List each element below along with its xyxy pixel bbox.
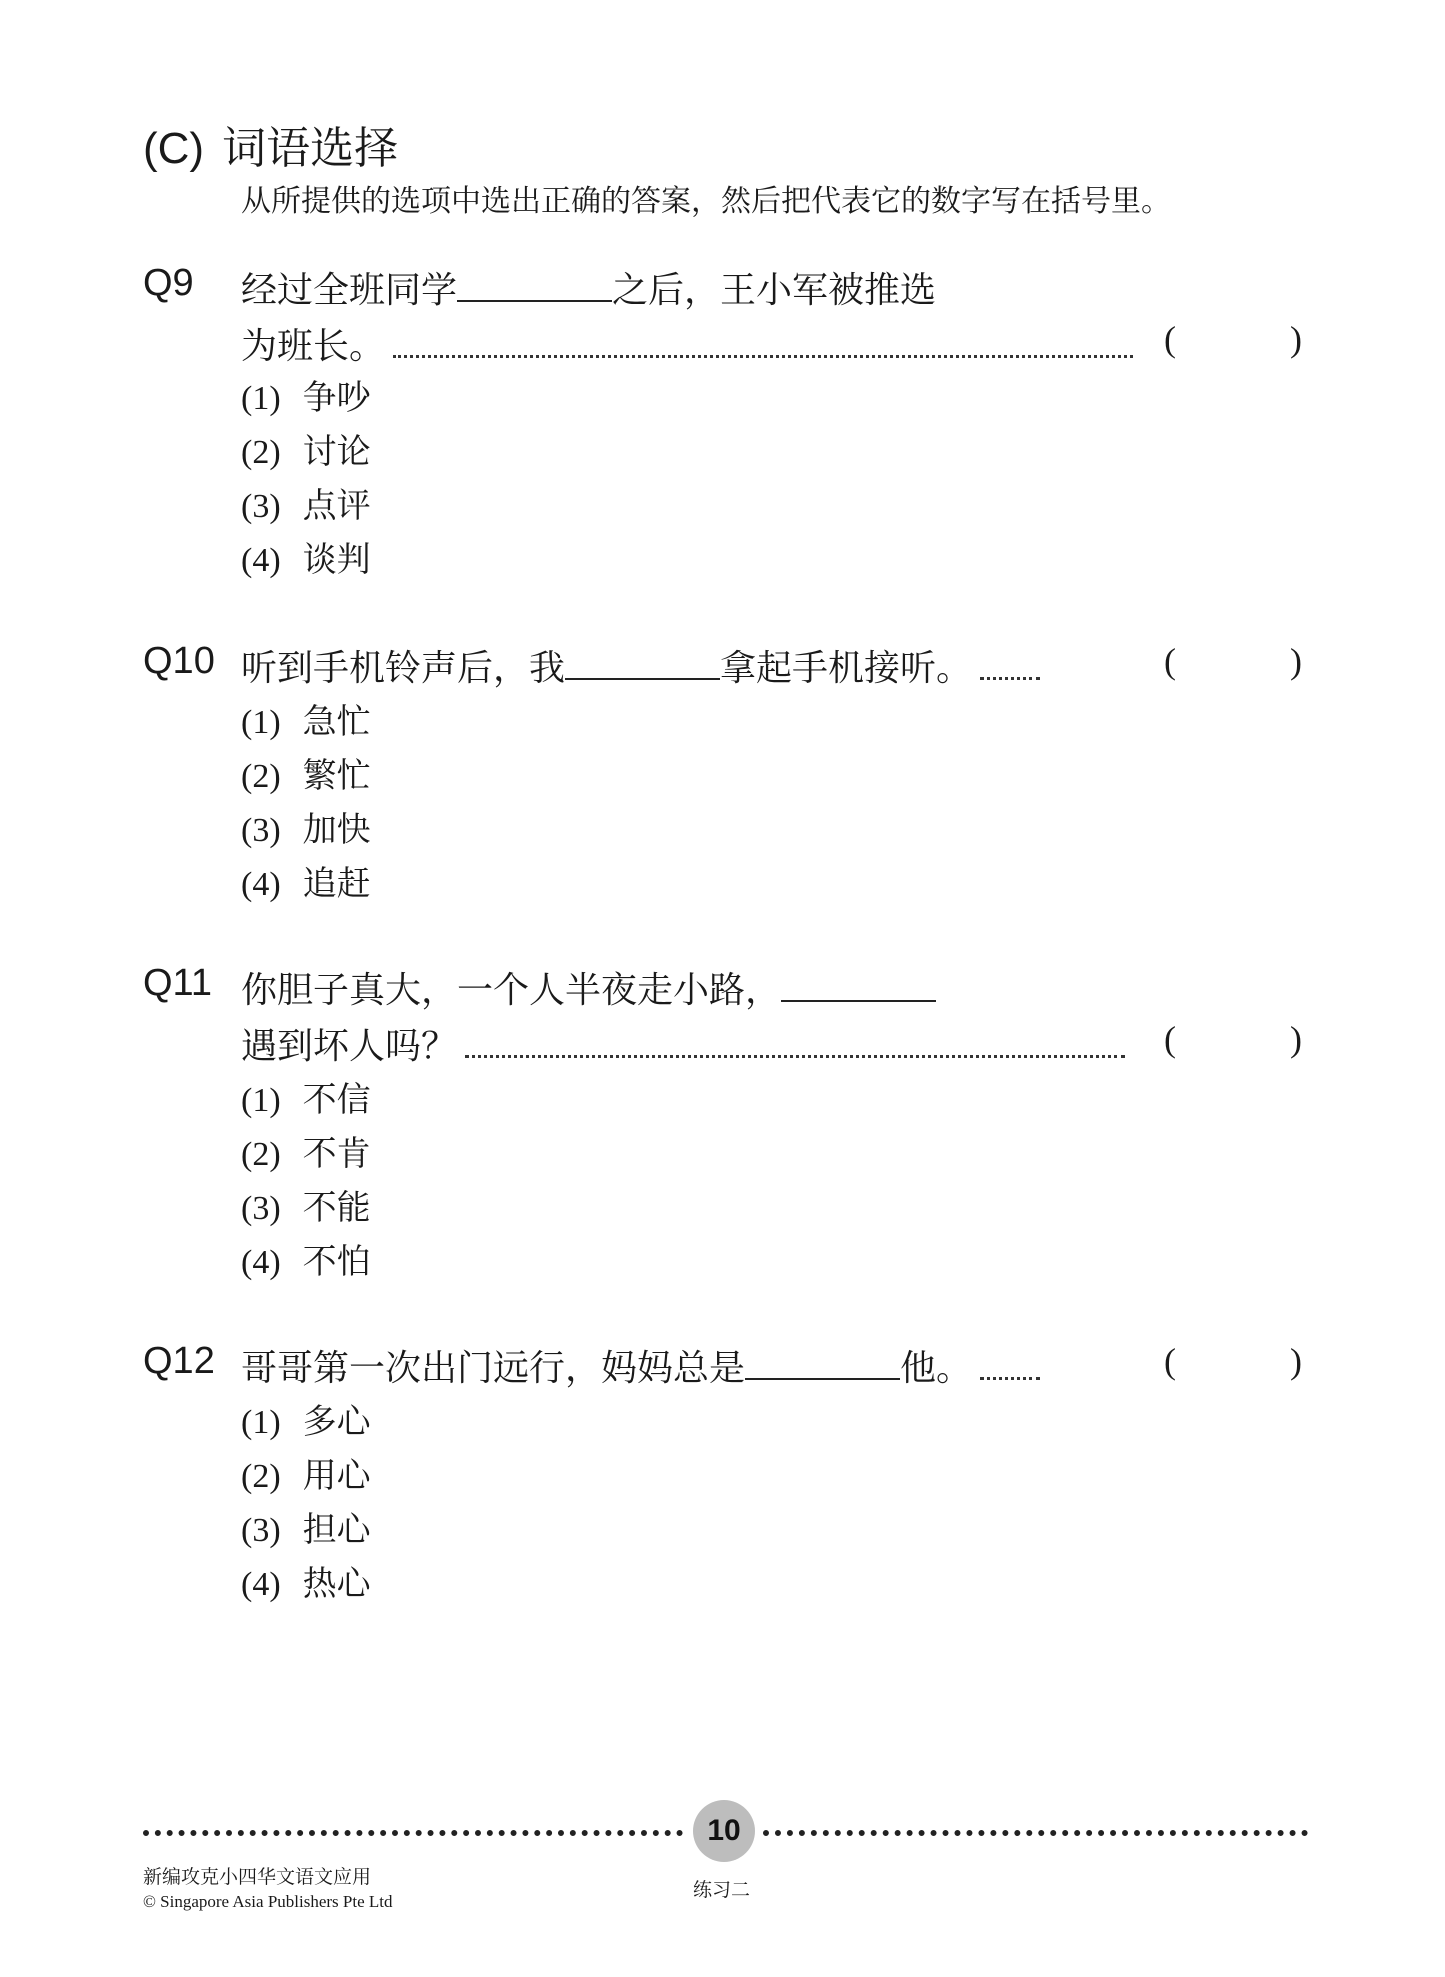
option-number: (2)	[241, 434, 281, 471]
option-number: (3)	[241, 1512, 281, 1549]
question-text-line2	[241, 1018, 1133, 1069]
question-text	[241, 262, 936, 313]
option-text: 争吵	[302, 378, 371, 418]
option	[241, 1448, 371, 1497]
option-number: (1)	[241, 1404, 281, 1441]
question-text-line2	[241, 318, 1141, 369]
text: 遇到坏人吗？	[241, 1026, 458, 1067]
copyright: © Singapore Asia Publishers Pte Ltd	[143, 1892, 393, 1911]
option-number: (3)	[241, 488, 281, 525]
leader-dots	[465, 1047, 1125, 1058]
option-number: (4)	[241, 542, 281, 579]
option	[241, 1234, 371, 1283]
footer-rule-left	[143, 1830, 683, 1836]
question-number: Q9	[143, 262, 194, 304]
question-number: Q10	[143, 640, 215, 682]
answer-paren-close: )	[1290, 641, 1302, 681]
option	[241, 856, 371, 905]
option-text: 热心	[302, 1564, 371, 1604]
footer-rule-right	[763, 1830, 1308, 1836]
book-title: 新编攻克小四华文语文应用	[143, 1866, 372, 1888]
question-text	[241, 640, 1048, 691]
option-number: (3)	[241, 1190, 281, 1227]
answer-blank	[781, 970, 936, 1002]
text: 之后，王小军被推选	[612, 270, 937, 311]
option-number: (2)	[241, 1136, 281, 1173]
leader-dots	[980, 669, 1040, 680]
option	[241, 694, 371, 743]
instructions: 从所提供的选项中选出正确的答案，然后把代表它的数字写在括号里。	[241, 185, 1171, 218]
option	[241, 1502, 371, 1551]
option	[241, 1180, 371, 1229]
option-number: (4)	[241, 1244, 281, 1281]
option-number: (1)	[241, 380, 281, 417]
option-text: 不能	[302, 1188, 371, 1228]
option-text: 不怕	[302, 1242, 371, 1282]
question-text	[241, 962, 936, 1013]
option	[241, 748, 371, 797]
answer-blank	[745, 1348, 900, 1380]
answer-paren-open: (	[1164, 1341, 1176, 1381]
option-number: (3)	[241, 812, 281, 849]
question-text	[241, 1340, 1048, 1391]
page-number: 10	[693, 1800, 755, 1862]
option	[241, 532, 371, 581]
option-text: 谈判	[302, 540, 371, 580]
text: 他。	[900, 1348, 973, 1389]
option-number: (1)	[241, 1082, 281, 1119]
section-label: (C)	[143, 124, 205, 173]
option-text: 不信	[302, 1080, 371, 1120]
option-text: 多心	[302, 1402, 371, 1442]
option	[241, 424, 371, 473]
text: 经过全班同学	[241, 270, 458, 311]
option-text: 急忙	[302, 702, 371, 742]
option	[241, 370, 371, 419]
option-number: (4)	[241, 1566, 281, 1603]
option-text: 担心	[302, 1510, 371, 1550]
question-number: Q11	[143, 962, 213, 1004]
answer-paren-close: )	[1290, 319, 1302, 359]
option-text: 繁忙	[302, 756, 371, 796]
option-text: 追赶	[302, 864, 371, 904]
question-number: Q12	[143, 1340, 215, 1382]
text: 哥哥第一次出门远行，妈妈总是	[241, 1348, 746, 1389]
option	[241, 1126, 371, 1175]
option	[241, 1556, 371, 1605]
option-number: (1)	[241, 704, 281, 741]
text: 为班长。	[241, 326, 386, 367]
answer-paren-open: (	[1164, 319, 1176, 359]
answer-paren-open: (	[1164, 1019, 1176, 1059]
section-heading	[143, 112, 398, 176]
option-text: 用心	[302, 1456, 371, 1496]
option	[241, 802, 371, 851]
answer-blank	[565, 648, 720, 680]
answer-paren-open: (	[1164, 641, 1176, 681]
option	[241, 478, 371, 527]
option-text: 加快	[302, 810, 371, 850]
option-number: (2)	[241, 758, 281, 795]
option	[241, 1394, 371, 1443]
text: 听到手机铃声后，我	[241, 648, 566, 689]
answer-paren-close: )	[1290, 1019, 1302, 1059]
option-text: 讨论	[302, 432, 371, 472]
chapter-label: 练习二	[693, 1879, 751, 1901]
option	[241, 1072, 371, 1121]
option-text: 不肯	[302, 1134, 371, 1174]
option-number: (4)	[241, 866, 281, 903]
leader-dots	[980, 1369, 1040, 1380]
leader-dots	[393, 347, 1133, 358]
answer-blank	[457, 270, 612, 302]
text: 你胆子真大，一个人半夜走小路，	[241, 970, 782, 1011]
answer-paren-close: )	[1290, 1341, 1302, 1381]
option-text: 点评	[302, 486, 371, 526]
text: 拿起手机接听。	[720, 648, 973, 689]
section-title: 词语选择	[222, 124, 399, 173]
option-number: (2)	[241, 1458, 281, 1495]
